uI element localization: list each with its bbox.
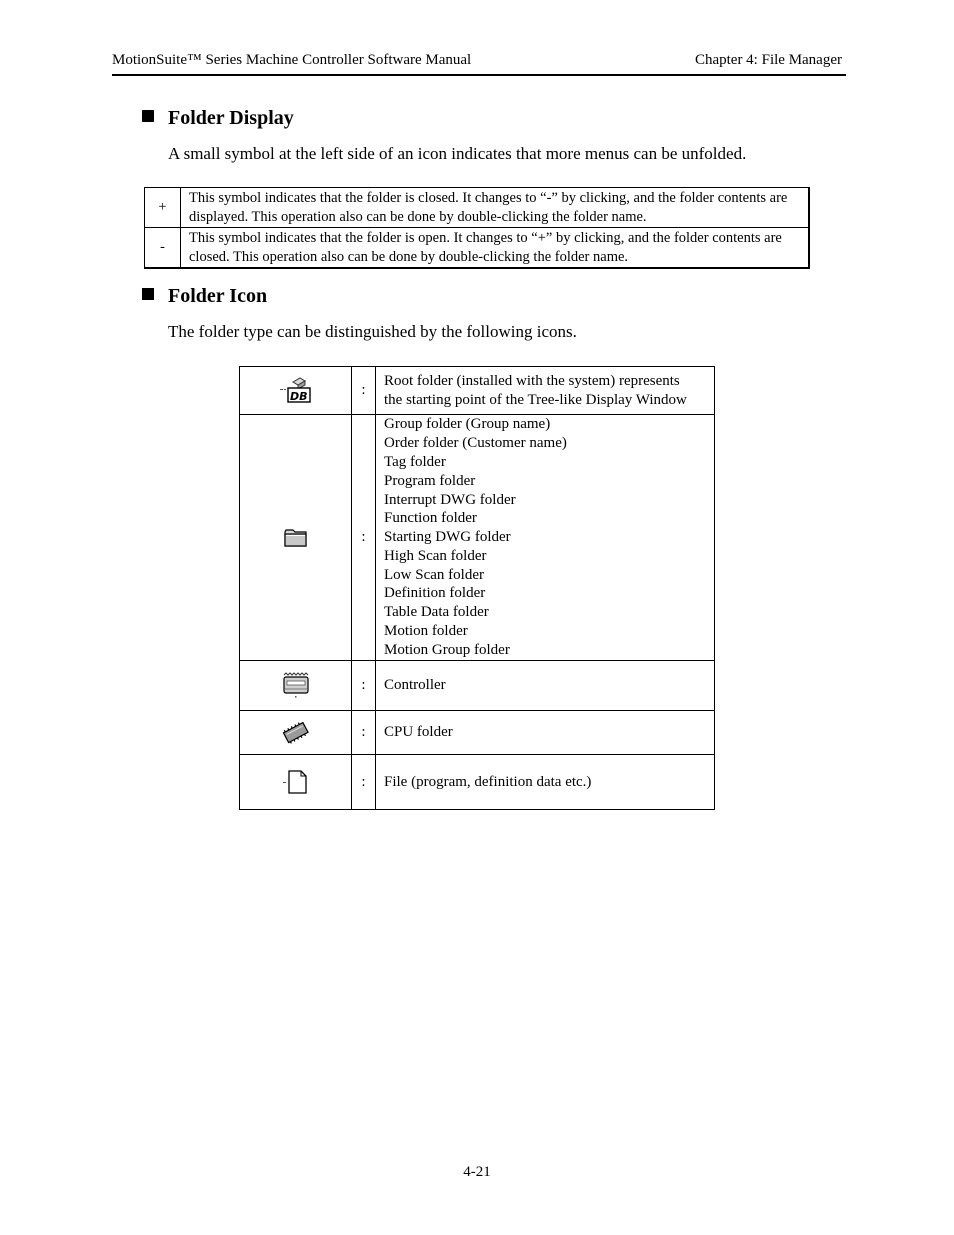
table-row xyxy=(240,367,715,415)
description-line: the starting point of the Tree-like Display Window xyxy=(384,391,687,408)
table-row xyxy=(240,661,715,711)
file-icon xyxy=(281,768,311,796)
folder-icon xyxy=(283,527,309,549)
symbol-table xyxy=(144,187,810,269)
root-folder-icon-cell xyxy=(240,367,352,415)
description-line: Group folder (Group name) xyxy=(384,416,551,433)
square-bullet-icon xyxy=(142,110,154,122)
table-row xyxy=(240,755,715,810)
folder-display-intro: A small symbol at the left side of an icon indicates that more menus can be unfolded. xyxy=(168,144,747,163)
colon: : xyxy=(352,367,376,415)
root-folder-icon xyxy=(278,375,314,407)
folder-icon-intro: The folder type can be distinguished by the following icons. xyxy=(168,322,577,341)
square-bullet-icon xyxy=(142,288,154,300)
folder-types-description xyxy=(376,415,715,661)
description-line: Table Data folder xyxy=(384,604,489,621)
description-line: Controller xyxy=(384,677,446,694)
description-line: Motion Group folder xyxy=(384,641,510,658)
description-line: Function folder xyxy=(384,510,477,527)
page-number: 4-21 xyxy=(463,1164,491,1180)
manual-title: MotionSuite™ Series Machine Controller Software Manual xyxy=(112,52,472,68)
folder-display-heading xyxy=(142,107,294,130)
folder-icon-heading-text: Folder Icon xyxy=(168,285,268,307)
root-folder-description xyxy=(376,367,715,415)
folder-display-heading-text: Folder Display xyxy=(168,107,294,129)
colon: : xyxy=(352,415,376,661)
colon: : xyxy=(352,711,376,755)
plus-symbol: + xyxy=(145,188,181,228)
description-line: CPU folder xyxy=(384,724,453,741)
description-line: Interrupt DWG folder xyxy=(384,491,516,508)
description-line: Definition folder xyxy=(384,585,486,602)
plus-symbol-description: This symbol indicates that the folder is closed. It changes to “-” by clicking, and the folder contents are displayed. This operation also can be done by double-clicking the folder name. xyxy=(181,188,810,228)
description-line: Motion folder xyxy=(384,623,468,640)
description-line: Root folder (installed with the system) represents xyxy=(384,372,680,389)
description-line: Low Scan folder xyxy=(384,566,484,583)
description-line: Tag folder xyxy=(384,453,446,470)
description-line: Starting DWG folder xyxy=(384,529,511,546)
cpu-chip-icon xyxy=(280,720,312,746)
file-icon-cell xyxy=(240,755,352,810)
chapter-title: Chapter 4: File Manager xyxy=(694,52,842,68)
colon: : xyxy=(352,661,376,711)
table-row xyxy=(145,228,810,269)
description-line: High Scan folder xyxy=(384,547,487,564)
icon-table xyxy=(239,366,715,810)
cpu-icon-cell xyxy=(240,711,352,755)
controller-description xyxy=(376,661,715,711)
description-line: File (program, definition data etc.) xyxy=(384,773,592,790)
file-description xyxy=(376,755,715,810)
description-line: Order folder (Customer name) xyxy=(384,435,567,452)
description-line: Program folder xyxy=(384,472,476,489)
minus-symbol-description: This symbol indicates that the folder is open. It changes to “+” by clicking, and the folder contents are closed. This operation also can be done by double-clicking the folder name. xyxy=(181,228,810,269)
controller-icon-cell xyxy=(240,661,352,711)
table-row xyxy=(145,188,810,228)
table-row xyxy=(240,415,715,661)
table-row xyxy=(240,711,715,755)
folder-icon-heading xyxy=(142,285,267,308)
svg-text:DB: DB xyxy=(289,389,308,403)
minus-symbol: - xyxy=(145,228,181,269)
controller-icon xyxy=(280,671,312,701)
colon: : xyxy=(352,755,376,810)
cpu-description xyxy=(376,711,715,755)
folder-icon-cell xyxy=(240,415,352,661)
page-header xyxy=(112,52,846,76)
